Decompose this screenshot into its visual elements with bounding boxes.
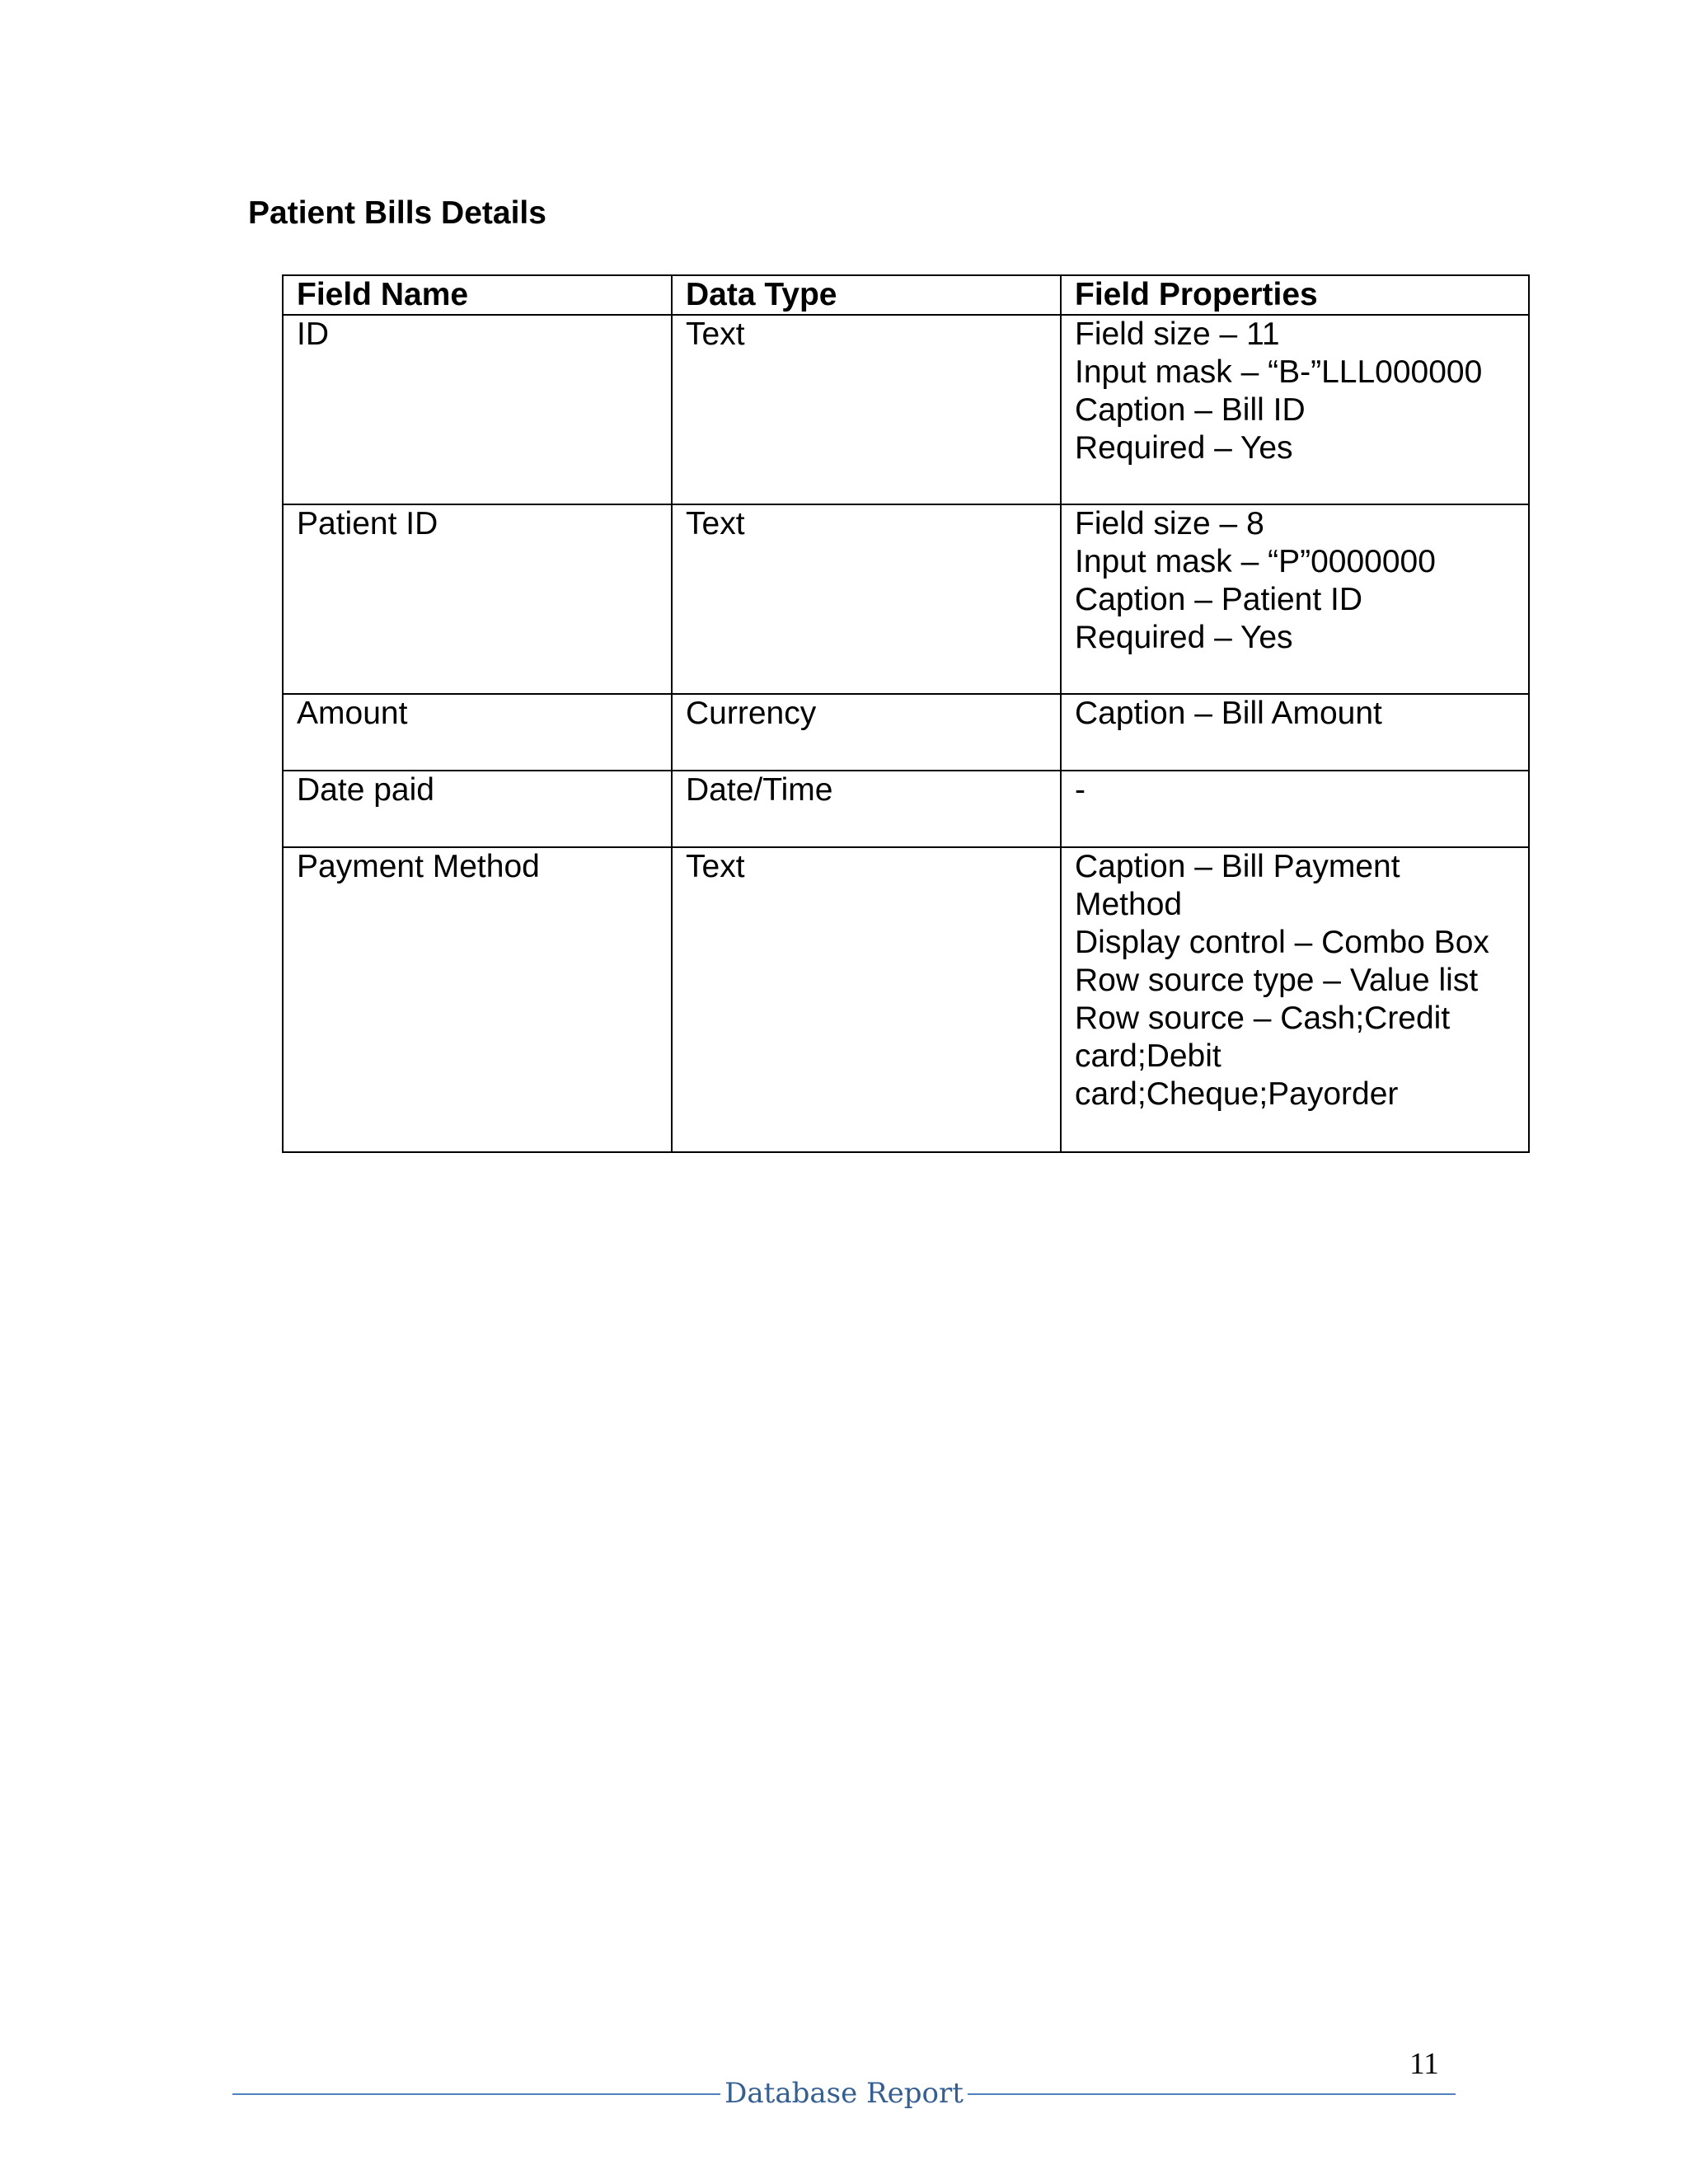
- field-name-cell: Payment Method: [283, 847, 672, 1152]
- property-line: Row source – Cash;Credit card;Debit card;Cheque;Payorder: [1075, 1001, 1451, 1112]
- property-line: Field size – 11: [1075, 316, 1280, 352]
- field-properties-cell: [1061, 504, 1529, 694]
- table-header-row: [283, 275, 1529, 315]
- property-line: Input mask – “B-”LLL000000: [1075, 354, 1483, 390]
- property-line: Required – Yes: [1075, 620, 1293, 655]
- page-title: Patient Bills Details: [248, 195, 546, 231]
- property-line: Display control – Combo Box: [1075, 925, 1489, 960]
- property-line: Caption – Bill Payment Method: [1075, 849, 1400, 922]
- header-field-properties: Field Properties: [1061, 275, 1529, 315]
- field-name-cell: ID: [283, 315, 672, 504]
- field-name-cell: Date paid: [283, 771, 672, 847]
- property-line: Caption – Patient ID: [1075, 582, 1363, 617]
- field-properties-cell: [1061, 694, 1529, 771]
- data-type-cell: Text: [672, 847, 1061, 1152]
- table-row: [283, 771, 1529, 847]
- table-row: [283, 847, 1529, 1152]
- footer-label: Database Report: [724, 2077, 964, 2110]
- table-row: [283, 694, 1529, 771]
- data-type-cell: Currency: [672, 694, 1061, 771]
- field-name-cell: Amount: [283, 694, 672, 771]
- fields-table: [282, 274, 1530, 1153]
- data-type-cell: Text: [672, 504, 1061, 694]
- table-row: [283, 315, 1529, 504]
- footer-divider-left: [232, 2093, 720, 2095]
- field-name-cell: Patient ID: [283, 504, 672, 694]
- property-line: Caption – Bill Amount: [1075, 696, 1382, 731]
- footer-divider-right: [968, 2093, 1456, 2095]
- data-type-cell: Text: [672, 315, 1061, 504]
- field-properties-cell: [1061, 847, 1529, 1152]
- table-row: [283, 504, 1529, 694]
- property-line: Caption – Bill ID: [1075, 392, 1306, 428]
- field-properties-cell: [1061, 771, 1529, 847]
- data-type-cell: Date/Time: [672, 771, 1061, 847]
- property-line: Field size – 8: [1075, 506, 1264, 541]
- property-line: Row source type – Value list: [1075, 963, 1479, 998]
- field-properties-cell: [1061, 315, 1529, 504]
- header-field-name: Field Name: [283, 275, 672, 315]
- header-data-type: Data Type: [672, 275, 1061, 315]
- property-line: Input mask – “P”0000000: [1075, 544, 1436, 579]
- page-number: 11: [1409, 2047, 1439, 2081]
- property-line: -: [1075, 772, 1085, 808]
- property-line: Required – Yes: [1075, 430, 1293, 466]
